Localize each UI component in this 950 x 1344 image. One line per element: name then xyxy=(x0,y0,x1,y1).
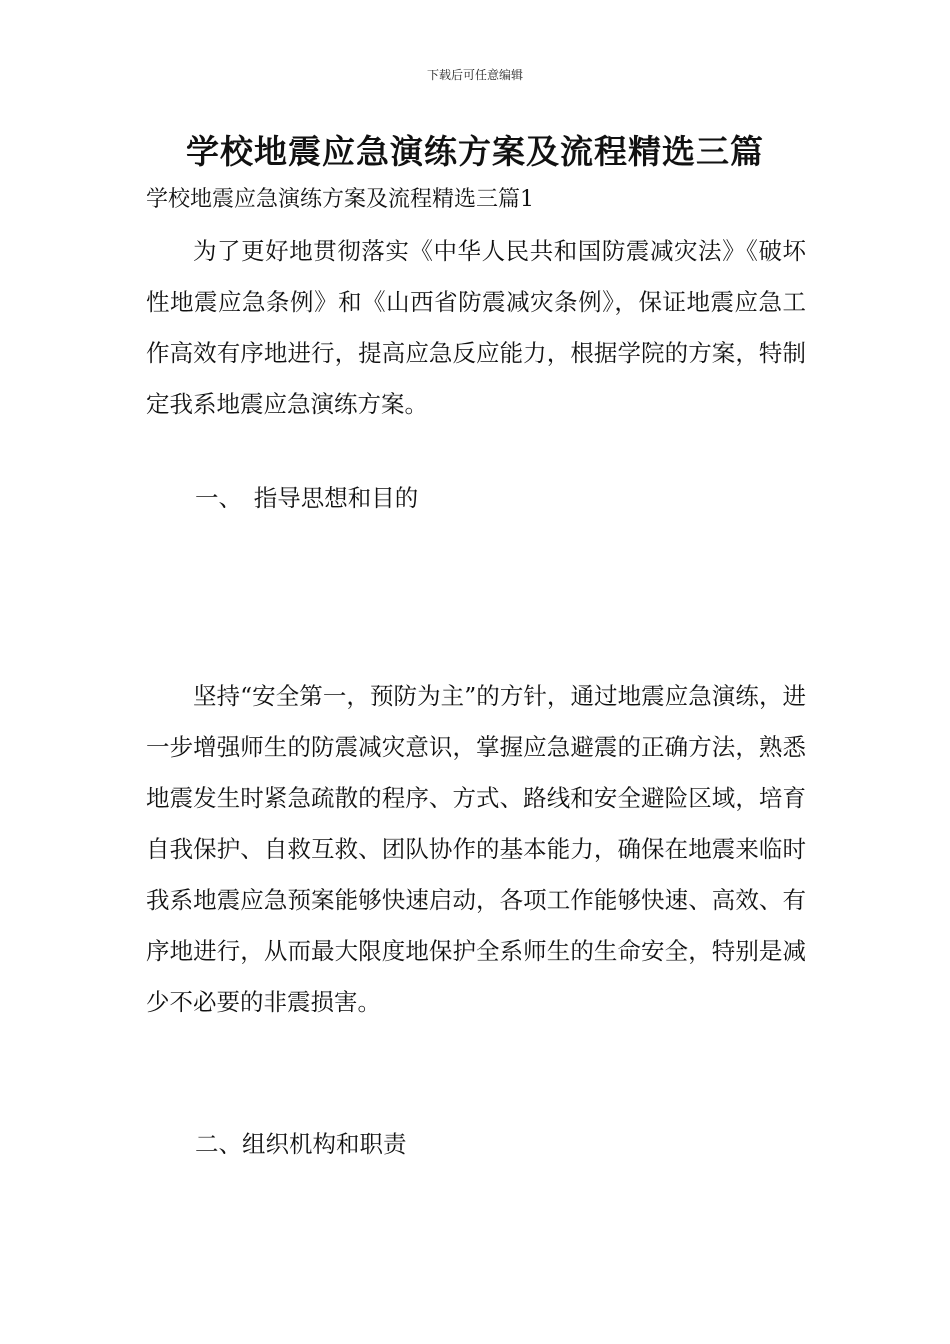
document-title: 学校地震应急演练方案及流程精选三篇 xyxy=(186,132,764,171)
intro-paragraph: 为了更好地贯彻落实《中华人民共和国防震减灾法》《破坏性地震应急条例》和《山西省防震减灾条例》，保证地震应急工作高效有序地进行，提高应急反应能力，根据学院的方案，特制定我系地震应急演练方案。 xyxy=(146,237,806,418)
section-1-paragraph: 坚持“安全第一，预防为主”的方针，通过地震应急演练，进一步增强师生的防震减灾意识，掌握应急避震的正确方法，熟悉地震发生时紧急疏散的程序、方式、路线和安全避险区域，培育自我保护、自救互救、团队协作的基本能力，确保在地震来临时我系地震应急预案能够快速启动，各项工作能够快速、高效、有序地进行，从而最大限度地保护全系师生的生命安全，特别是减少不必要的非震损害。 xyxy=(146,682,806,1016)
document-subtitle: 学校地震应急演练方案及流程精选三篇1 xyxy=(146,187,534,212)
section-heading-2: 二、组织机构和职责 xyxy=(195,1130,407,1158)
header-note: 下载后可任意编辑 xyxy=(426,68,523,82)
section-heading-1: 一、 指导思想和目的 xyxy=(195,484,419,512)
